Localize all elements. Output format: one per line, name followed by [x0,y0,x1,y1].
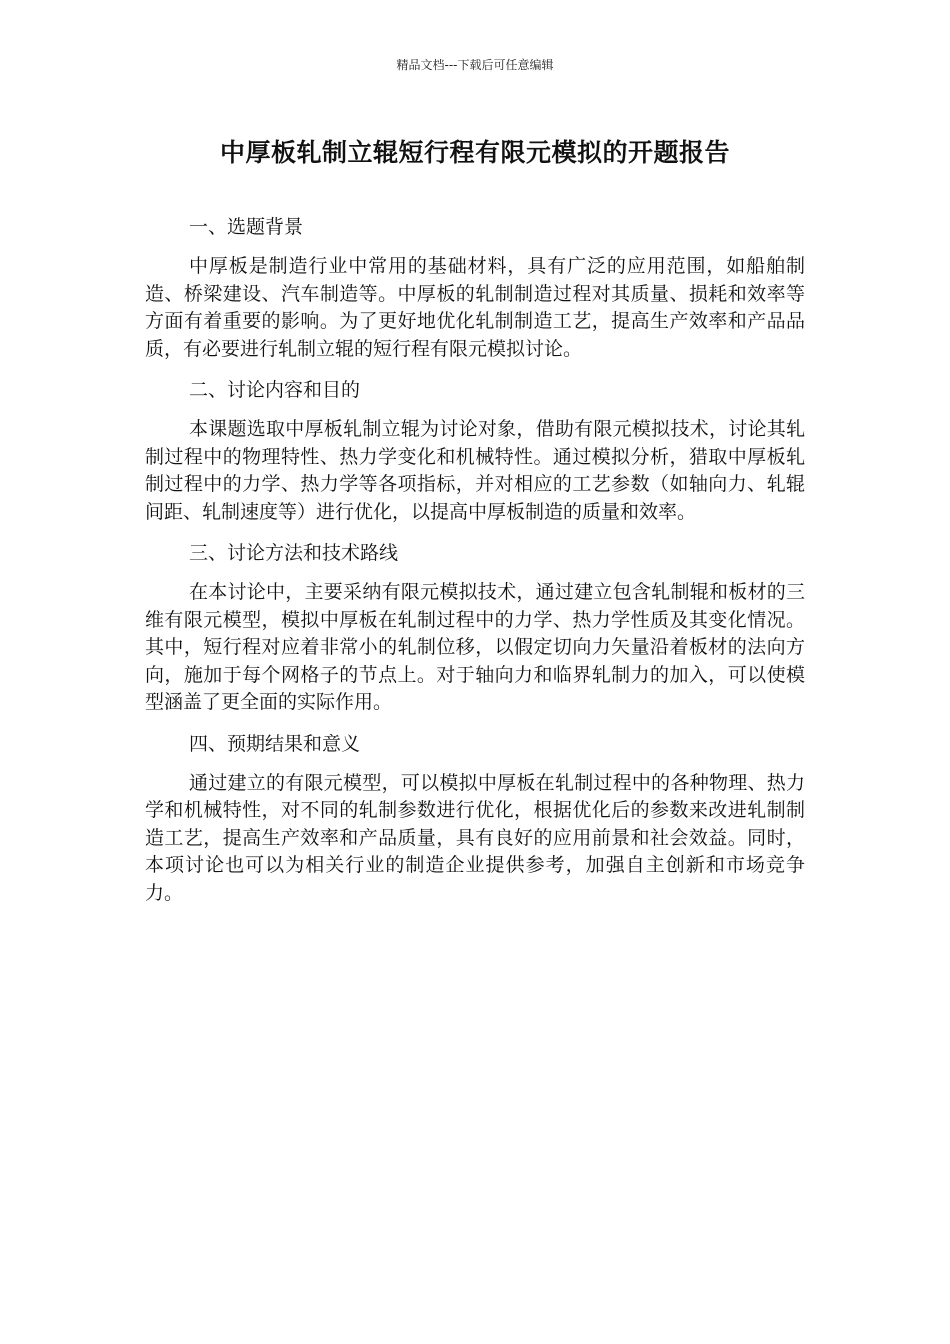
section-content-goals [145,375,805,526]
document-body [145,212,805,919]
section-expected-results [145,729,805,908]
section-methods [145,538,805,717]
section-paragraph: 中厚板是制造行业中常用的基础材料，具有广泛的应用范围，如船舶制造、桥梁建设、汽车制造等。中厚板的轧制制造过程对其质量、损耗和效率等方面有着重要的影响。为了更好地优化轧制制造工艺，提高生产效率和产品品质，有必要进行轧制立辊的短行程有限元模拟讨论。 [145,255,805,360]
section-heading: 二、讨论内容和目的 [189,379,361,401]
section-background [145,212,805,363]
header-note: 精品文档---下载后可任意编辑 [396,58,554,72]
section-heading: 三、讨论方法和技术路线 [189,542,399,564]
section-paragraph: 本课题选取中厚板轧制立辊为讨论对象，借助有限元模拟技术，讨论其轧制过程中的物理特性、热力学变化和机械特性。通过模拟分析，猎取中厚板轧制过程中的力学、热力学等各项指标，并对相应的工艺参数（如轴向力、轧辊间距、轧制速度等）进行优化，以提高中厚板制造的质量和效率。 [145,418,805,523]
section-paragraph: 在本讨论中，主要采纳有限元模拟技术，通过建立包含轧制辊和板材的三维有限元模型，模拟中厚板在轧制过程中的力学、热力学性质及其变化情况。其中，短行程对应着非常小的轧制位移，以假定切向力矢量沿着板材的法向方向，施加于每个网格子的节点上。对于轴向力和临界轧制力的加入，可以使模型涵盖了更全面的实际作用。 [145,581,805,713]
section-heading: 四、预期结果和意义 [189,732,361,755]
page-title: 中厚板轧制立辊短行程有限元模拟的开题报告 [219,138,730,167]
section-heading: 一、选题背景 [189,216,304,238]
section-paragraph: 通过建立的有限元模型，可以模拟中厚板在轧制过程中的各种物理、热力学和机械特性，对不同的轧制参数进行优化，根据优化后的参数来改进轧制制造工艺，提高生产效率和产品质量，具有良好的应用前景和社会效益。同时，本项讨论也可以为相关行业的制造企业提供参考，加强自主创新和市场竞争力。 [145,771,805,904]
